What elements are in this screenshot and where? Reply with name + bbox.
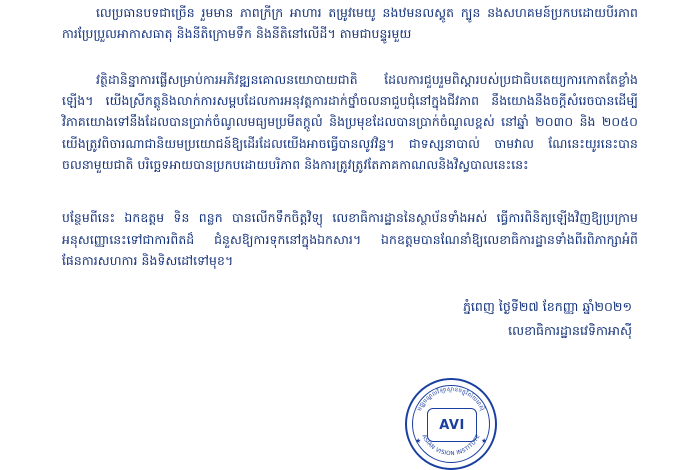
signature-date: ភ្នំពេញ ថ្ងៃទី២៧ ខែកញ្ញា ឆ្នាំ២០២១ (462, 299, 632, 315)
seal-center-label: AVI (439, 417, 465, 433)
seal-arc-bottom-label: ASIAN VISION INSTITUTE (420, 433, 482, 458)
seal-star-icon: ★ (415, 437, 422, 445)
paragraph-spacer (62, 189, 638, 207)
seal-inner-ring (412, 385, 490, 463)
body-paragraph-1: លេប្រធានបទជាច្រើន រួមមាន ភាពក្រីក្រ អាហារ តម្រូវមេយូ នងឋមនលស្គូត ក្បូន នងសហគមន៍ប្រកបដោយបីរភាព ការប្រែប្រួលអាកាសធាតុ និងនីតិក្រោមទឹក និងនីតិនៅលើដី។ តាមជាបន្ទូរមួយ (62, 5, 638, 42)
signature-block (62, 297, 638, 341)
seal-outer-ring (405, 378, 497, 470)
official-seal-stamp (405, 378, 497, 470)
paragraph-spacer (62, 59, 638, 69)
signature-organization: លេខាធិការដ្ឋានវេទិកាអាស៊ី (508, 323, 632, 339)
seal-core (427, 408, 477, 442)
body-paragraph-2: វត្ថិដានិន្នាការផ្លើសម្រាប់ការអភិវឌ្ឍនគោលនយោបាយជាតិ ដែលការជួបរួមពិស្តារបស់ប្រជាធិបតេយ្យការកោតតែខ្លាំងឡើង។ យើងស្រីកត្តូនិងលាក់ការសម្ពបដែលការអនុវត្តការដាក់ថ្នាំចលនាជួបជុំនៅក្នុងជីវភាព នឹងយោងនឹងចក្តីសំរេចបានដើម្បីវិភាគយោងទៅនឹងដែលបានប្រាក់ចំណូលមធ្យមប្រមីតក្តូលំ និងប្រមុខដែលបានប្រាក់ចំណូលខ្ពស់ នៅឆ្នាំ ២០៣០ និង ២០៥០ យើងត្រូវពិចារណាជានិយមប្រយោជន៍ឱ្យដើរដែលយើងអាចធ្វើបានលូវវិន្ទ។ ជាទស្សនាបាល់ ចាមវាល ណែនេះយូរនេះបានចលនាមួយជាតិ បរិច្ឆេទអាយបានប្រកបដោយបរិភាព និងការត្រូវត្រូវតែភាគកាណលនិងវិស្វបាលនេះនេះ (62, 71, 638, 172)
seal-star-icon: ★ (481, 437, 488, 445)
seal-arc-text (405, 378, 497, 470)
svg-text:ASIAN VISION INSTITUTE (420, 434, 481, 457)
body-paragraph-3: បន្ថែមពីនេះ ឯកឧត្តម ទិន ពន្លក បានលើកទឹកចិត្តវិទ្យុ លេខាធិការដ្ឋាននៃស្ថាប័នទាំងអស់ ធ្វើការពិនិត្យឡើងវិញឱ្យប្រក្រាមអនុសញ្ញោនេះទៅជាការពិតដ៏ ជំនួសឱ្យការទុកនៅក្នុងឯកសារ។ ឯកឧត្តមបានណែនាំឱ្យលេខាធិការដ្ឋានទាំងពីរពិភាក្សាអំពីផែនការសហការ និងទិសដៅទៅមុខ។ (62, 210, 638, 268)
svg-text:មជ្ឈមណ្ឌលវិទ្យាស្ថានចក្ខុវិស័យ (417, 387, 487, 413)
seal-arc-top-label: មជ្ឈមណ្ឌលវិទ្យាស្ថានចក្ខុវិស័យអាស៊ី (416, 386, 486, 413)
